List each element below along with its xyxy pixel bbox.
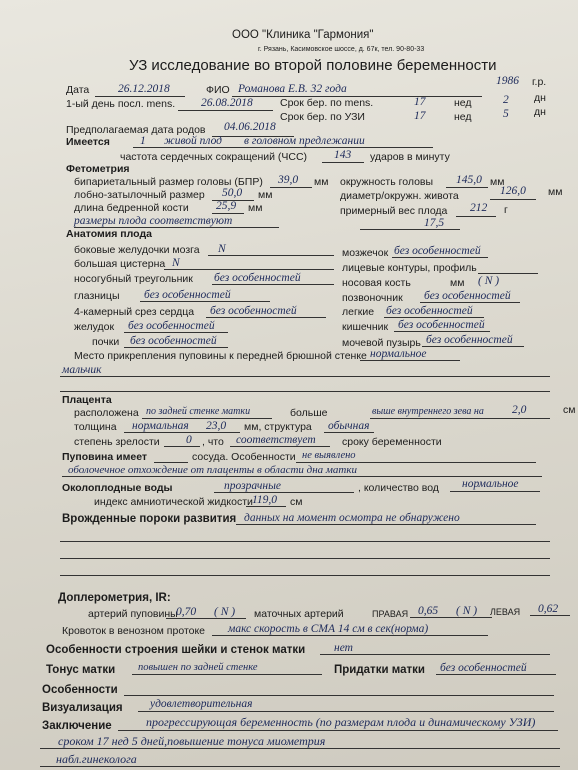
lmp-label: 1-ый день посл. mens. [66,98,176,110]
weight-value: 212 [470,202,488,214]
placenta-thick-value: нормальная [132,420,189,432]
doppler-right-n: ( N ) [456,605,478,617]
afi-label: индекс амниотической жидкости [94,496,253,508]
weeks-label-2: нед [454,111,472,123]
weight-unit: г [504,204,508,216]
placenta-os-num: 2,0 [512,404,527,416]
placenta-mat-match: соответствует [236,434,316,446]
ventricles-value: N [218,243,226,255]
bowel-value: без особенностей [398,319,485,331]
bpd-unit: мм [314,176,329,188]
orbits-label: глазницы [74,290,120,302]
placenta-struct-value: обычная [328,420,370,432]
cerebellum-label: мозжечок [342,247,389,259]
abd-value: 126,0 [500,185,526,197]
doppler-right-value: 0,65 [418,605,439,617]
bladder-value: без особенностей [426,334,513,346]
lungs-label: легкие [342,306,375,318]
tone-label: Тонус матки [46,664,116,676]
hr-label: частота сердечных сокращений (ЧСС) [120,151,308,163]
nasal-value: ( N ) [478,275,500,287]
kidneys-value: без особенностей [130,335,217,347]
head-circ-value: 145,0 [456,174,482,186]
bladder-label: мочевой пузырь [342,337,421,349]
placenta-os-unit: см [563,404,576,416]
ofd-value: 50,0 [222,187,243,199]
orbits-value: без особенностей [144,289,231,301]
birth-year-suffix: г.р. [532,76,547,88]
lungs-value: без особенностей [386,305,473,317]
placenta-heading: Плацента [62,394,112,406]
visual-value: удовлетворительная [150,698,253,710]
term-us-weeks: 17 [414,110,426,122]
doppler-right-label: ПРАВАЯ [372,609,409,619]
doppler-left-value: 0,62 [538,603,559,615]
heart-value: без особенностей [210,305,297,317]
stomach-value: без особенностей [128,320,215,332]
cisterna-label: большая цистерна [74,258,166,270]
term-us-days: 5 [503,108,509,120]
abd-label: диаметр/окружн. живота [340,190,459,202]
spine-value: без особенностей [424,290,511,302]
fio-label: ФИО [206,84,230,96]
cervix-value: нет [334,642,353,654]
amniotic-qty-value: нормальное [462,478,519,490]
doppler-umb-label: артерий пуповины [88,608,178,620]
conclusion-line2: сроком 17 нед 5 дней,повышение тонуса миометрия [58,734,326,748]
tone-value: повышен по задней стенке [138,662,258,673]
stomach-label: желудок [74,321,115,333]
features-label: Особенности [42,684,118,696]
head-circ-label: окружность головы [340,176,434,188]
term-mens-days: 2 [503,94,509,106]
hr-value: 143 [334,149,352,161]
anatomy-heading: Анатомия плода [66,228,152,240]
placenta-thick-label: толщина [74,421,117,433]
birth-year: 1986 [496,75,519,87]
lmp-value: 26.08.2018 [201,97,253,109]
bpd-value: 39,0 [278,174,299,186]
fetometry-conclusion: размеры плода соответствуют [74,215,233,227]
fetus-sex: мальчик [62,364,102,376]
term-us-label: Срок бер. по УЗИ [280,111,365,123]
ofd-unit: мм [258,189,273,201]
document-title: УЗ исследование во второй половине беременности [129,57,497,74]
spine-label: позвоночник [342,292,403,304]
amniotic-label: Околоплодные воды [62,482,173,494]
fio-value: Романова Е.В. 32 года [238,83,347,95]
due-label: Предполагаемая дата родов [66,124,206,136]
amniotic-qty-label: , количество вод [358,482,439,494]
date-label: Дата [66,84,90,96]
clinic-address: г. Рязань, Касимовское шоссе, д. 67к, тел. 90-80-33 [258,46,425,53]
conclusion-label: Заключение [42,720,112,732]
afi-value: 119,0 [252,494,278,506]
femur-value: 25,9 [216,200,237,212]
ofd-label: лобно-затылочный размер [74,189,205,201]
days-label-2: дн [534,106,546,118]
nasal-label: носовая кость [342,277,411,289]
ventricles-label: боковые желудочки мозга [74,244,200,256]
placenta-os-value: выше внутреннего зева на [372,406,484,417]
fetus-alive: живой плод [164,135,222,147]
fetometry-heading: Фетометрия [66,163,130,175]
doppler-venous-label: Кровоток в венозном протоке [62,625,206,637]
triangle-value: без особенностей [214,272,301,284]
cord-insert-value: нормальное [370,348,427,360]
placenta-more-label: больше [290,407,328,419]
clinic-name: ООО "Клиника "Гармония" [232,29,374,41]
placenta-mat-value: 0 [186,434,192,446]
doppler-heading: Доплерометрия, IR: [58,592,171,604]
placenta-mat-that: , что [202,436,224,448]
term-mens-weeks: 17 [414,96,426,108]
cerebellum-value: без особенностей [394,245,481,257]
conclusion-line3: набл.гинеколога [56,752,137,766]
abd-unit: мм [548,186,563,198]
adnexa-value: без особенностей [440,662,527,674]
cord-features-value: не выявлено [302,450,356,461]
femur-label: длина бедренной кости [74,202,189,214]
doppler-left-label: ЛЕВАЯ [490,607,521,617]
bowel-label: кишечник [342,321,389,333]
cord-label: Пуповина имеет [62,451,148,463]
placenta-mat-label: степень зрелости [74,436,160,448]
fetus-label: Имеется [66,136,110,148]
date-value: 26.12.2018 [118,83,170,95]
fetometry-conclusion-term: 17,5 [424,217,445,229]
placenta-mat-term: сроку беременности [342,436,442,448]
cord-vessels-label: сосуда. Особенности [192,451,296,463]
cord-insert-label: Место прикрепления пуповины к передней брюшной стенке [74,350,367,362]
doppler-venous-value: макс скорость в СМА 14 см в сек(норма) [228,623,429,635]
anomalies-label: Врожденные пороки развития [62,513,237,525]
placenta-thick-unit: мм, структура [244,421,312,433]
doppler-uter-label: маточных артерий [254,608,344,620]
placenta-loc-value: по задней стенке матки [146,406,251,417]
term-mens-label: Срок бер. по mens. [280,97,374,109]
head-circ-unit: мм [490,176,505,188]
adnexa-label: Придатки матки [334,664,425,676]
cisterna-value: N [172,257,180,269]
fetus-count: 1 [140,135,146,147]
femur-unit: мм [248,202,263,214]
conclusion-line1: прогрессирующая беременность (по размерам плода и динамическому УЗИ) [146,715,536,729]
amniotic-value: прозрачные [224,480,282,492]
afi-unit: см [290,496,303,508]
heart-label: 4-камерный срез сердца [74,306,195,318]
doppler-umb-value: 0,70 [176,606,197,618]
placenta-loc-label: расположена [74,407,139,419]
bpd-label: бипариетальный размер головы (БПР) [74,176,263,188]
triangle-label: носогубный треугольник [74,273,193,285]
weight-label: примерный вес плода [340,205,448,217]
nasal-unit: мм [450,277,465,289]
fetus-presentation: в головном предлежании [244,135,365,147]
anomalies-value: данных на момент осмотра не обнаружено [244,512,460,524]
cervix-label: Особенности строения шейки и стенок матки [46,644,306,656]
face-label: лицевые контуры, профиль [342,262,477,274]
cord-origin-value: оболочечное отхождение от плаценты в области дна матки [68,464,358,476]
hr-unit: ударов в минуту [370,151,450,163]
visual-label: Визуализация [42,702,123,714]
kidneys-label: почки [92,336,120,348]
days-label-1: дн [534,92,546,104]
doppler-umb-n: ( N ) [214,606,236,618]
due-value: 04.06.2018 [224,121,276,133]
placenta-thick-num: 23,0 [206,420,227,432]
weeks-label-1: нед [454,97,472,109]
